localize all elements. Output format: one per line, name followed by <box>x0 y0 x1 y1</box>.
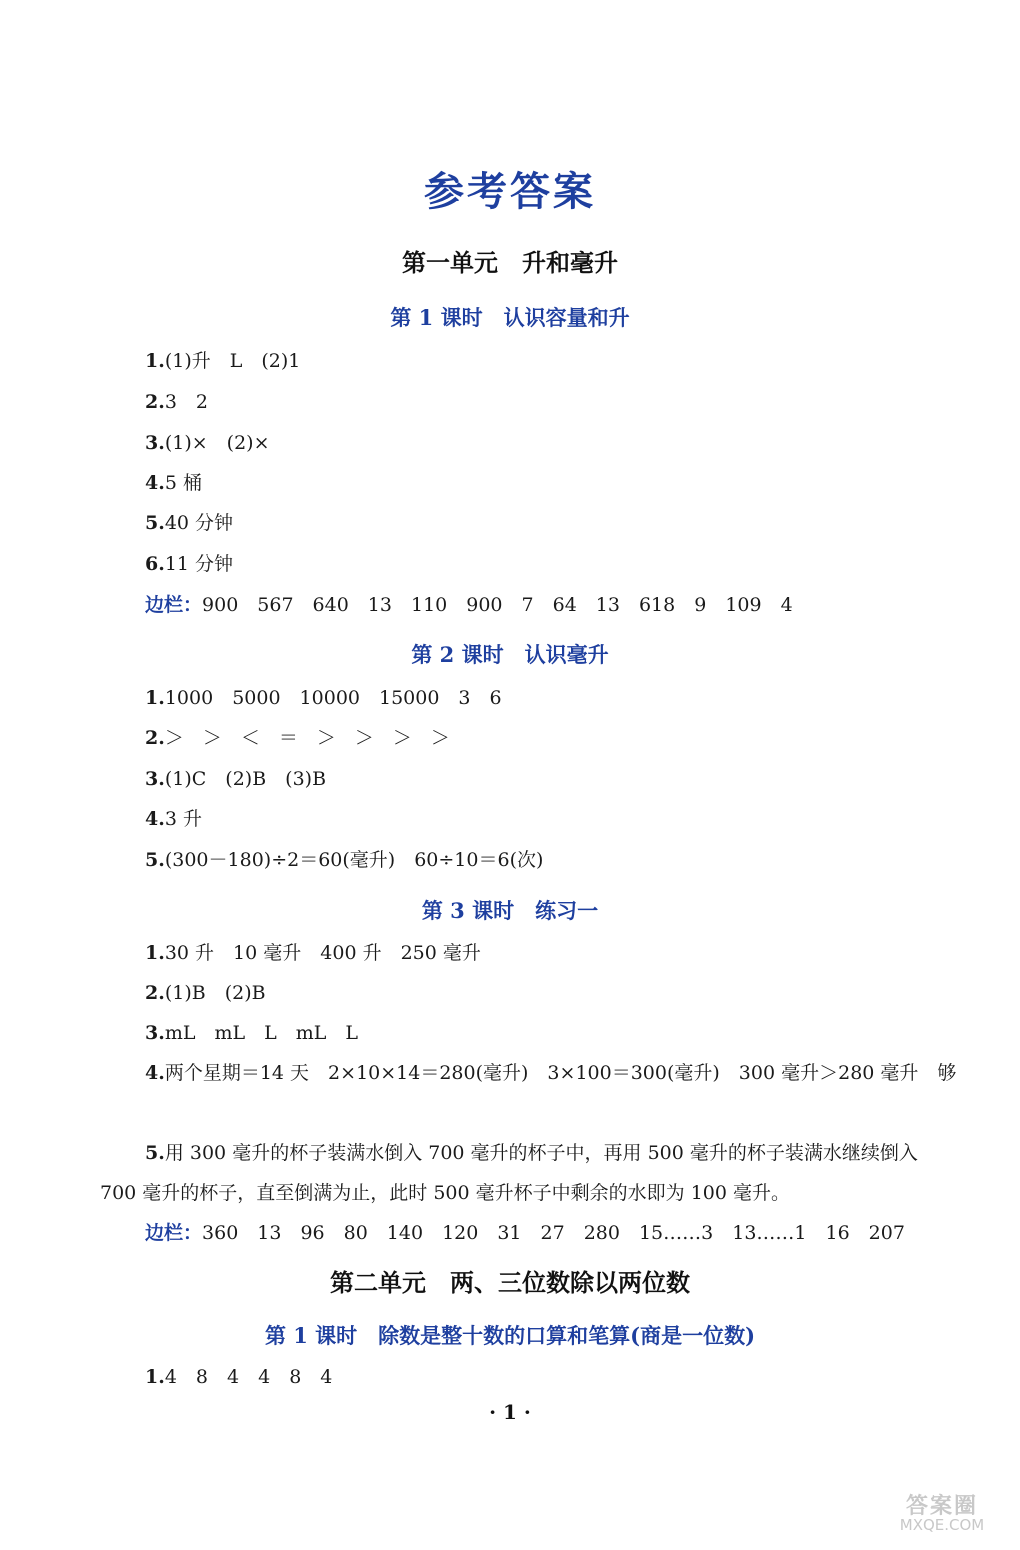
margin-text: 900 567 640 13 110 900 7 64 13 618 9 109 4 <box>202 594 793 616</box>
answer-item <box>145 847 965 873</box>
item-text: (1)C (2)B (3)B <box>164 768 327 790</box>
item-text: 11 分钟 <box>164 553 234 575</box>
item-number: 5. <box>145 1142 165 1164</box>
answer-item <box>145 806 965 832</box>
margin-label: 边栏： <box>145 1222 203 1244</box>
answer-item <box>145 980 965 1006</box>
item-text: (1)B (2)B <box>164 982 266 1004</box>
margin-answers <box>145 592 965 618</box>
answer-item <box>145 348 965 374</box>
item-number: 2. <box>145 391 165 413</box>
item-number: 3. <box>145 768 165 790</box>
item-number: 6. <box>145 553 165 575</box>
item-number: 3. <box>145 1022 165 1044</box>
item-number: 4. <box>145 808 165 830</box>
unit-2-lesson-1-heading: 第 1 课时 除数是整十数的口算和笔算(商是一位数) <box>264 1323 756 1348</box>
item-text: 两个星期＝14 天 2×10×14＝280(毫升) 3×100＝300(毫升) 300 毫升＞280 毫升 够 <box>164 1062 957 1084</box>
item-number: 4. <box>145 1062 165 1084</box>
answer-item <box>145 470 965 496</box>
answer-item <box>145 430 965 456</box>
unit-1-lesson-3-heading: 第 3 课时 练习一 <box>421 898 599 923</box>
item-number: 1. <box>145 350 165 372</box>
answer-item <box>145 551 965 577</box>
item-number: 2. <box>145 982 165 1004</box>
answer-item <box>145 389 965 415</box>
watermark-site: MXQE.COM <box>899 1516 985 1534</box>
item-text: 4 8 4 4 8 4 <box>164 1366 333 1388</box>
answer-item <box>100 1133 960 1213</box>
item-text: 3 2 <box>164 391 209 413</box>
item-number: 1. <box>145 1366 165 1388</box>
answer-item <box>145 940 965 966</box>
answer-item <box>145 1364 965 1390</box>
answer-item <box>145 510 965 536</box>
item-text: (1)× (2)× <box>164 432 270 454</box>
page-title: 参考答案 <box>424 168 596 215</box>
item-text: 1000 5000 10000 15000 3 6 <box>164 687 502 709</box>
item-text: 40 分钟 <box>164 512 234 534</box>
answer-item <box>145 766 965 792</box>
item-text: 用 300 毫升的杯子装满水倒入 700 毫升的杯子中，再用 500 毫升的杯子装满水继续倒入 700 毫升的杯子，直至倒满为止，此时 500 毫升杯子中剩余的水即为 100 毫升。 <box>100 1142 918 1204</box>
item-number: 5. <box>145 849 165 871</box>
margin-label: 边栏： <box>145 594 203 616</box>
unit-2-heading: 第二单元 两、三位数除以两位数 <box>330 1268 690 1297</box>
unit-1-lesson-2-heading: 第 2 课时 认识毫升 <box>411 642 609 667</box>
item-number: 1. <box>145 687 165 709</box>
answer-item <box>145 685 965 711</box>
item-text: 3 升 <box>164 808 202 830</box>
answer-item <box>100 1053 960 1093</box>
margin-answers <box>145 1220 965 1246</box>
watermark <box>882 1494 1002 1538</box>
item-text: 5 桶 <box>164 472 202 494</box>
item-number: 3. <box>145 432 165 454</box>
item-text: ＞ ＞ ＜ ＝ ＞ ＞ ＞ ＞ <box>164 727 450 749</box>
answer-item <box>145 725 965 751</box>
item-number: 2. <box>145 727 165 749</box>
unit-1-heading: 第一单元 升和毫升 <box>402 248 618 277</box>
page-number: · 1 · <box>489 1400 531 1424</box>
item-text: (300－180)÷2＝60(毫升) 60÷10＝6(次) <box>164 849 544 871</box>
watermark-logo: 答案圈 <box>905 1494 978 1519</box>
item-text: mL mL L mL L <box>164 1022 358 1044</box>
unit-1-lesson-1-heading: 第 1 课时 认识容量和升 <box>390 305 630 330</box>
answer-item <box>145 1020 965 1046</box>
item-text: (1)升 L (2)1 <box>164 350 301 372</box>
item-number: 1. <box>145 942 165 964</box>
item-number: 4. <box>145 472 165 494</box>
item-text: 30 升 10 毫升 400 升 250 毫升 <box>164 942 481 964</box>
item-number: 5. <box>145 512 165 534</box>
margin-text: 360 13 96 80 140 120 31 27 280 15……3 13……1 16 207 <box>202 1222 905 1244</box>
